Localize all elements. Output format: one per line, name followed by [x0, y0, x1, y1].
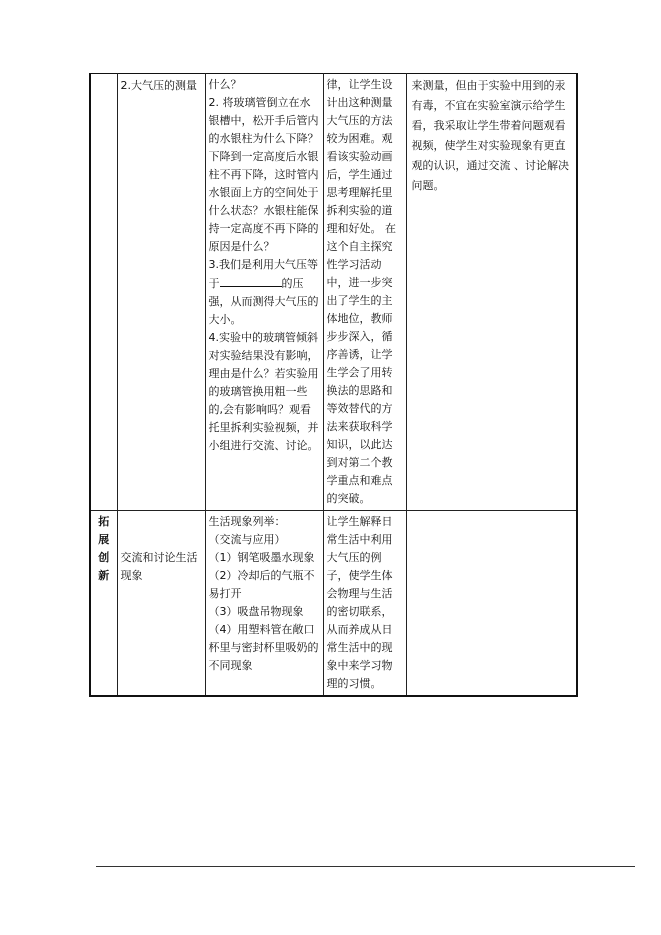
design-intent-cell: 让学生解释日常生活中利用大气压的例子，使学生体会物理与生活的密切联系，从而养成从日常生活中的现象中来学习物理的习惯。 [323, 511, 406, 697]
fill-in-blank [220, 274, 282, 287]
footer-rule [96, 866, 635, 867]
stage-char: 创 [98, 551, 110, 564]
table-row [90, 74, 577, 511]
lesson-plan-table [89, 73, 578, 697]
teacher-line: （交流与应用） [208, 533, 286, 546]
stage-char: 拓 [98, 515, 110, 528]
stage-cell [90, 74, 117, 511]
teacher-line: 生活现象列举： [208, 515, 286, 528]
stage-char: 展 [98, 533, 110, 546]
teacher-line-text: 的压强，从而测得大气压的大小。 [208, 277, 319, 326]
teacher-line: （3）吸盘吊物现象 [208, 605, 304, 618]
stage-cell [90, 511, 117, 697]
teacher-activity-cell [205, 511, 323, 697]
teacher-line: （4）用塑料管在敞口杯里与密封杯里吸奶的不同现象 [208, 623, 319, 672]
teacher-activity-cell [205, 74, 323, 511]
note-cell: 来测量，但由于实验中用到的汞有毒，不宜在实验室演示给学生看，我采取让学生带着问题观看视频，使学生对实验现象有更直观的认识，通过交流 、讨论解决问题。 [406, 74, 577, 511]
topic-cell: 交流和讨论生活现象 [117, 511, 205, 697]
teacher-line: （1）钢笔吸墨水现象 [208, 551, 315, 564]
teacher-line-text: 3.我们是利用大气压等于 [208, 258, 318, 290]
note-cell [406, 511, 577, 697]
design-intent-cell: 律，让学生设计出这种测量大气压的方法较为困难。观看该实验动画后，学生通过思考理解托里拆利实验的道理和好处。 在这个自主探究性学习活动中，进一步突出了学生的主体地位，教师步步深入，循序善诱，让学生学会了用转换法的思路和等效替代的方法来获取科学知识，以此达到对第二个教学重点和难点的突破。 [323, 74, 406, 511]
topic-cell: 2.大气压的测量 [117, 74, 205, 511]
teacher-line: 什么？ [208, 78, 242, 91]
teacher-line: 4.实验中的玻璃管倾斜对实验结果没有影响，理由是什么？若实验用的玻璃管换用粗一些的,会有影响吗？观看托里拆利实验视频，并小组进行交流、讨论。 [208, 331, 319, 452]
teacher-line [209, 256, 320, 329]
table-row [90, 511, 577, 697]
teacher-line: 2. 将玻璃管倒立在水银槽中，松开手后管内的水银柱为什么下降？下降到一定高度后水银柱不再下降，这时管内水银面上方的空间处于什么状态？水银柱能保持一定高度不再下降的原因是什么？ [208, 96, 319, 253]
stage-char: 新 [98, 569, 110, 582]
teacher-line: （2）冷却后的气瓶不易打开 [208, 569, 315, 600]
